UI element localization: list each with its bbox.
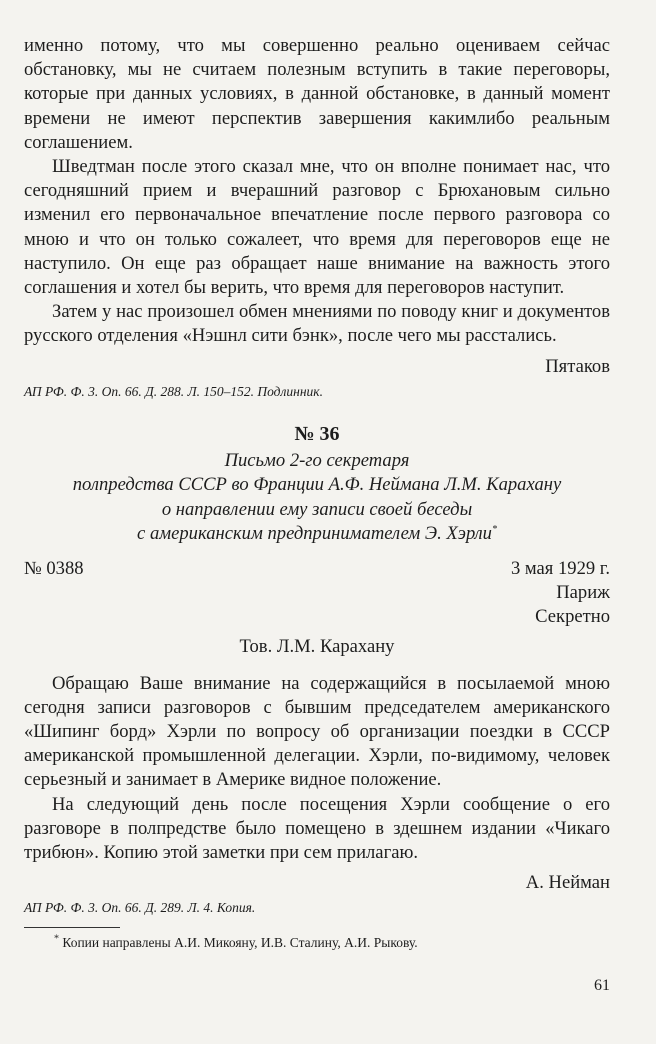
footnote-divider xyxy=(24,927,120,928)
document-title xyxy=(24,449,610,547)
body-paragraph: Обращаю Ваше внимание на содержащийся в посылаемой мною сегодня записи разговоров с бывшим председателем американского «Шипинг борд» Хэрли по вопросу об организации поездки в СССР американской промышленной делегации. Хэрли, по-видимому, человек серьезный и занимает в Америке видное положение. xyxy=(24,672,610,791)
document-title-text: с американским предпринимателем Э. Хэрли xyxy=(137,523,492,545)
body-paragraph: На следующий день после посещения Хэрли сообщение о его разговоре в полпредстве было помещено в здешнем издании «Чикаго трибюн». Копию этой заметки при сем прилагаю. xyxy=(24,793,610,864)
archive-source: АП РФ. Ф. 3. Оп. 66. Д. 288. Л. 150–152. Подлинник. xyxy=(24,383,323,399)
document-number: № 36 xyxy=(294,422,340,445)
document-meta xyxy=(24,557,610,581)
body-paragraph: Затем у нас произошел обмен мнениями по поводу книг и документов русского отделения «Нэшнл сити бэнк», после чего мы расстались. xyxy=(24,301,610,347)
document-place: Париж xyxy=(556,582,610,604)
document-date: 3 мая 1929 г. xyxy=(510,557,610,579)
footnote-text: Копии направлены А.И. Микояну, И.В. Сталину, А.И. Рыкову. xyxy=(62,935,418,951)
archive-source: АП РФ. Ф. 3. Оп. 66. Д. 289. Л. 4. Копия. xyxy=(24,900,256,916)
footnote-mark: * xyxy=(491,524,497,536)
document-title-line: о направлении ему записи своей беседы xyxy=(161,498,473,520)
signature: Пятаков xyxy=(545,355,610,377)
body-paragraph: именно потому, что мы совершенно реально оцениваем сейчас обстановку, мы не считаем полезным вступить в такие переговоры, которые при данных условиях, в данной обстановке, в данный момент времени не имеют перспектив завершения какимлибо реальным соглашением. xyxy=(24,35,610,153)
page-number: 61 xyxy=(594,977,610,995)
footnote-mark: * xyxy=(54,933,59,945)
footnote xyxy=(24,934,610,952)
document-title-line: полпредства СССР во Франции А.Ф. Неймана Л.М. Карахану xyxy=(72,474,562,496)
classification: Секретно xyxy=(535,606,610,628)
document-title-line xyxy=(24,522,610,547)
addressee: Тов. Л.М. Карахану xyxy=(239,636,395,658)
signature: А. Нейман xyxy=(525,872,610,894)
book-page xyxy=(24,34,610,996)
outgoing-number: № 0388 xyxy=(24,557,84,579)
body-paragraph: Шведтман после этого сказал мне, что он вполне понимает нас, что сегодняшний прием и вчерашний разговор с Брюхановым сильно изменил его первоначальное впечатление после первого разговора со мною и что он только сожалеет, что время для переговоров еще не наступило. Он еще раз обращает наше внимание на важность этого соглашения и хотел бы верить, что время для переговоров наступит. xyxy=(24,156,610,299)
document-title-line: Письмо 2-го секретаря xyxy=(224,449,410,471)
